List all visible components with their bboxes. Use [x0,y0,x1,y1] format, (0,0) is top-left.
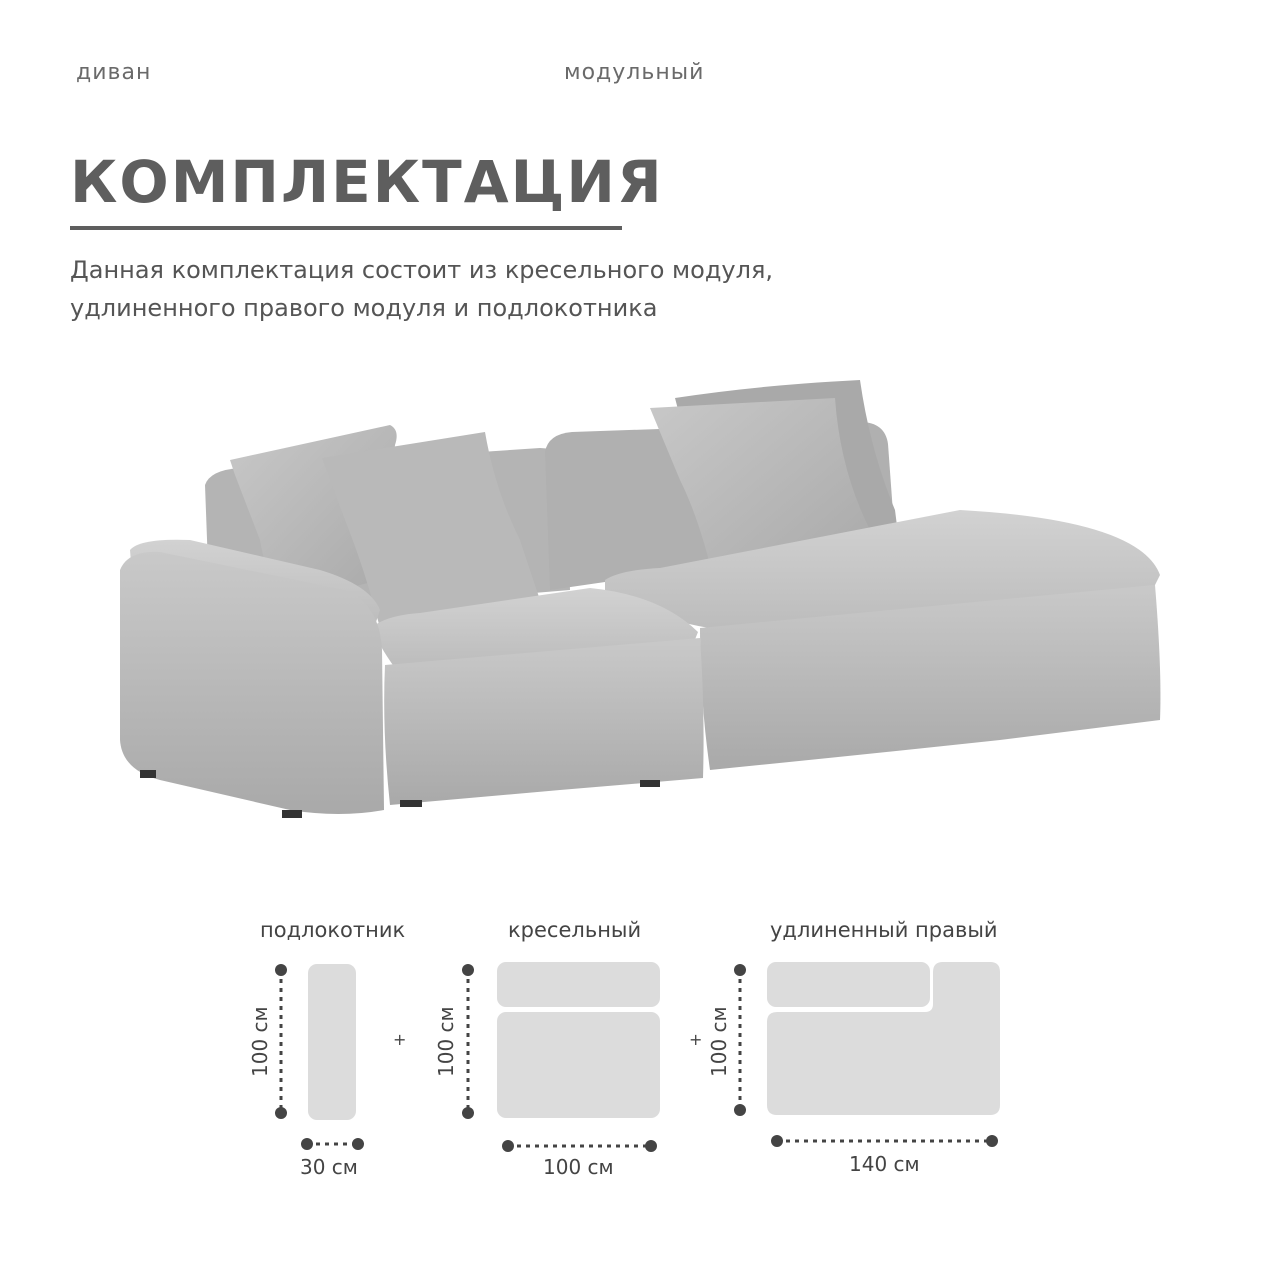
armchair-back-shape [497,962,660,1007]
long-module-label: удлиненный правый [770,918,998,942]
plus-sign: + [393,1030,407,1049]
dim-dot [734,964,746,976]
long-back-shape [767,962,930,1007]
dim-dot [352,1138,364,1150]
top-left-label: диван [76,60,152,85]
page-title: КОМПЛЕКТАЦИЯ [70,148,664,216]
armchair-module-label: кресельный [508,918,642,942]
dim-dot [275,964,287,976]
dim-dot [462,1107,474,1119]
description-line-2: удлиненного правого модуля и подлокотника [70,294,658,322]
top-right-label: модульный [564,60,705,85]
dim-dot [462,964,474,976]
armrest-width-label: 30 см [300,1155,358,1179]
armchair-seat-shape [497,1012,660,1118]
long-width-label: 140 см [849,1152,920,1176]
armchair-width-label: 100 см [543,1155,614,1179]
dim-dot [771,1135,783,1147]
dim-dot [986,1135,998,1147]
dim-dot [502,1140,514,1152]
dim-dot [275,1107,287,1119]
armrest-module-label: подлокотник [260,918,406,942]
plus-sign: + [689,1030,703,1049]
dim-dot [645,1140,657,1152]
armchair-depth-label: 100 см [434,1006,458,1077]
description-line-1: Данная комплектация состоит из кресельного модуля, [70,256,774,284]
armrest-module-shape [308,964,356,1120]
armrest-depth-label: 100 см [248,1006,272,1077]
dim-dot [301,1138,313,1150]
dim-dot [734,1104,746,1116]
long-depth-label: 100 см [707,1006,731,1077]
